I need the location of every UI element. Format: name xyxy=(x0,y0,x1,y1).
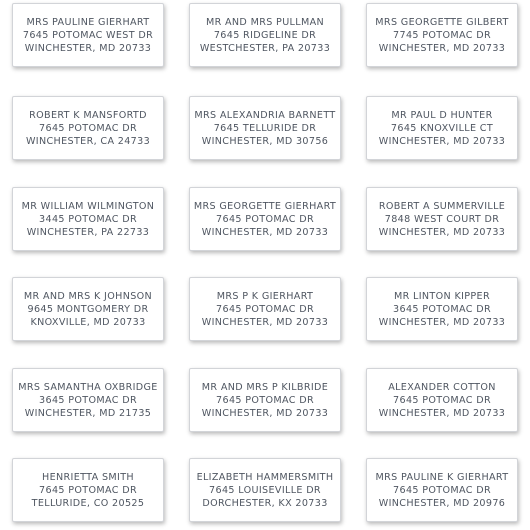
street-address: 7645 LOUISEVILLE DR xyxy=(209,484,321,496)
recipient-name: ROBERT K MANSFORTD xyxy=(29,109,147,121)
city-state-zip: WINCHESTER, MD 20733 xyxy=(201,316,329,328)
recipient-name: MRS P K GIERHART xyxy=(216,290,314,302)
recipient-name: HENRIETTA SMITH xyxy=(42,471,134,483)
street-address: 3645 POTOMAC DR xyxy=(39,394,137,406)
street-address: 9645 MONTGOMERY DR xyxy=(27,303,149,315)
city-state-zip: WINCHESTER, MD 20733 xyxy=(378,407,506,419)
recipient-name: ELIZABETH HAMMERSMITH xyxy=(196,471,334,483)
street-address: 7645 POTOMAC WEST DR xyxy=(22,29,154,41)
city-state-zip: WINCHESTER, MD 30756 xyxy=(201,135,329,147)
street-address: 7645 POTOMAC DR xyxy=(39,122,137,134)
recipient-name: MRS PAULINE K GIERHART xyxy=(375,471,509,483)
recipient-name: MRS ALEXANDRIA BARNETT xyxy=(194,109,336,121)
street-address: 7645 POTOMAC DR xyxy=(39,484,137,496)
address-label xyxy=(366,96,518,160)
address-label xyxy=(189,187,341,251)
recipient-name: MR PAUL D HUNTER xyxy=(391,109,493,121)
address-label xyxy=(12,187,164,251)
city-state-zip: DORCHESTER, KX 20733 xyxy=(202,497,328,509)
city-state-zip: WINCHESTER, MD 20733 xyxy=(378,42,506,54)
address-label xyxy=(12,3,164,67)
city-state-zip: WINCHESTER, MD 21735 xyxy=(24,407,152,419)
city-state-zip: WINCHESTER, CA 24733 xyxy=(25,135,151,147)
street-address: 3645 POTOMAC DR xyxy=(393,303,491,315)
city-state-zip: WINCHESTER, MD 20733 xyxy=(201,226,329,238)
city-state-zip: WINCHESTER, MD 20733 xyxy=(201,407,329,419)
city-state-zip: WINCHESTER, MD 20976 xyxy=(378,497,506,509)
city-state-zip: WINCHESTER, PA 22733 xyxy=(26,226,150,238)
street-address: 7645 RIDGELINE DR xyxy=(213,29,317,41)
address-label xyxy=(189,3,341,67)
city-state-zip: WESTCHESTER, PA 20733 xyxy=(199,42,331,54)
address-label xyxy=(189,368,341,432)
city-state-zip: TELLURIDE, CO 20525 xyxy=(31,497,145,509)
address-label xyxy=(189,277,341,341)
recipient-name: MR WILLIAM WILMINGTON xyxy=(21,200,155,212)
recipient-name: ROBERT A SUMMERVILLE xyxy=(378,200,506,212)
recipient-name: MR AND MRS K JOHNSON xyxy=(23,290,153,302)
address-label xyxy=(12,277,164,341)
address-label xyxy=(189,96,341,160)
street-address: 7745 POTOMAC DR xyxy=(393,29,491,41)
street-address: 7645 POTOMAC DR xyxy=(393,394,491,406)
recipient-name: MR AND MRS P KILBRIDE xyxy=(201,381,329,393)
street-address: 7645 POTOMAC DR xyxy=(393,484,491,496)
address-label xyxy=(366,368,518,432)
street-address: 7645 TELLURIDE DR xyxy=(213,122,317,134)
street-address: 3445 POTOMAC DR xyxy=(39,213,137,225)
recipient-name: MR LINTON KIPPER xyxy=(393,290,490,302)
address-label xyxy=(12,368,164,432)
city-state-zip: KNOXVILLE, MD 20733 xyxy=(30,316,146,328)
recipient-name: MRS GEORGETTE GIERHART xyxy=(193,200,337,212)
recipient-name: MRS GEORGETTE GILBERT xyxy=(375,16,509,28)
street-address: 7645 POTOMAC DR xyxy=(216,213,314,225)
city-state-zip: WINCHESTER, MD 20733 xyxy=(378,226,506,238)
street-address: 7848 WEST COURT DR xyxy=(384,213,500,225)
address-label xyxy=(12,96,164,160)
city-state-zip: WINCHESTER, MD 20733 xyxy=(378,135,506,147)
address-label xyxy=(366,277,518,341)
address-label xyxy=(366,458,518,522)
city-state-zip: WINCHESTER, MD 20733 xyxy=(24,42,152,54)
recipient-name: MR AND MRS PULLMAN xyxy=(205,16,325,28)
address-label xyxy=(366,3,518,67)
recipient-name: ALEXANDER COTTON xyxy=(388,381,496,393)
city-state-zip: WINCHESTER, MD 20733 xyxy=(378,316,506,328)
street-address: 7645 POTOMAC DR xyxy=(216,394,314,406)
address-label xyxy=(366,187,518,251)
recipient-name: MRS SAMANTHA OXBRIDGE xyxy=(18,381,158,393)
street-address: 7645 KNOXVILLE CT xyxy=(390,122,494,134)
street-address: 7645 POTOMAC DR xyxy=(216,303,314,315)
address-label xyxy=(12,458,164,522)
recipient-name: MRS PAULINE GIERHART xyxy=(26,16,150,28)
address-label xyxy=(189,458,341,522)
